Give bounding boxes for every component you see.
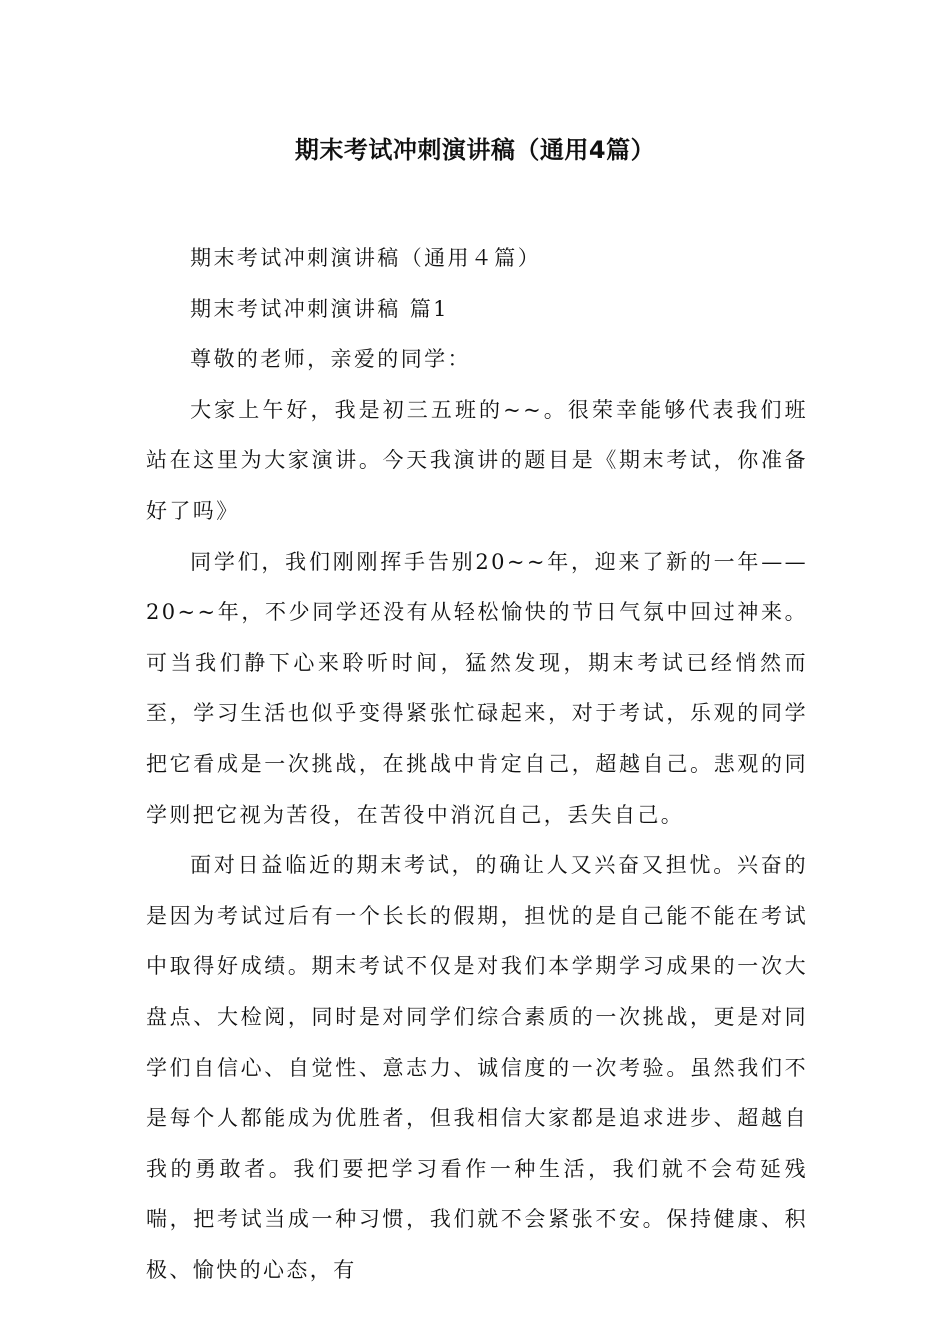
document-body xyxy=(146,233,808,1295)
document-title: 期末考试冲刺演讲稿（通用4篇） xyxy=(294,136,656,164)
paragraph-introduction: 大家上午好，我是初三五班的~~。很荣幸能够代表我们班站在这里为大家演讲。今天我演讲的题目是《期末考试，你准备好了吗》 xyxy=(146,397,808,523)
paragraph-body-2: 面对日益临近的期末考试，的确让人又兴奋又担忧。兴奋的是因为考试过后有一个长长的假期，担忧的是自己能不能在考试中取得好成绩。期末考试不仅是对我们本学期学习成果的一次大盘点、大检阅，同时是对同学们综合素质的一次挑战，更是对同学们自信心、自觉性、意志力、诚信度的一次考验。虽然我们不是每个人都能成为优胜者，但我相信大家都是追求进步、超越自我的勇敢者。我们要把学习看作一种生活，我们就不会苟延残喘，把考试当成一种习惯，我们就不会紧张不安。保持健康、积极、愉快的心态，有 xyxy=(146,853,808,1282)
paragraph-salutation: 尊敬的老师，亲爱的同学： xyxy=(190,347,471,372)
paragraph-body-1: 同学们，我们刚刚挥手告别20~~年，迎来了新的一年——20~~年，不少同学还没有从轻松愉快的节日气氛中回过神来。可当我们静下心来聆听时间，猛然发现，期末考试已经悄然而至，学习生活也似乎变得紧张忙碌起来，对于考试，乐观的同学把它看成是一次挑战，在挑战中肯定自己，超越自己。悲观的同学则把它视为苦役，在苦役中消沉自己，丢失自己。 xyxy=(146,549,808,827)
paragraph-section-heading: 期末考试冲刺演讲稿 篇1 xyxy=(190,296,449,321)
paragraph-subtitle: 期末考试冲刺演讲稿（通用４篇） xyxy=(190,246,542,270)
